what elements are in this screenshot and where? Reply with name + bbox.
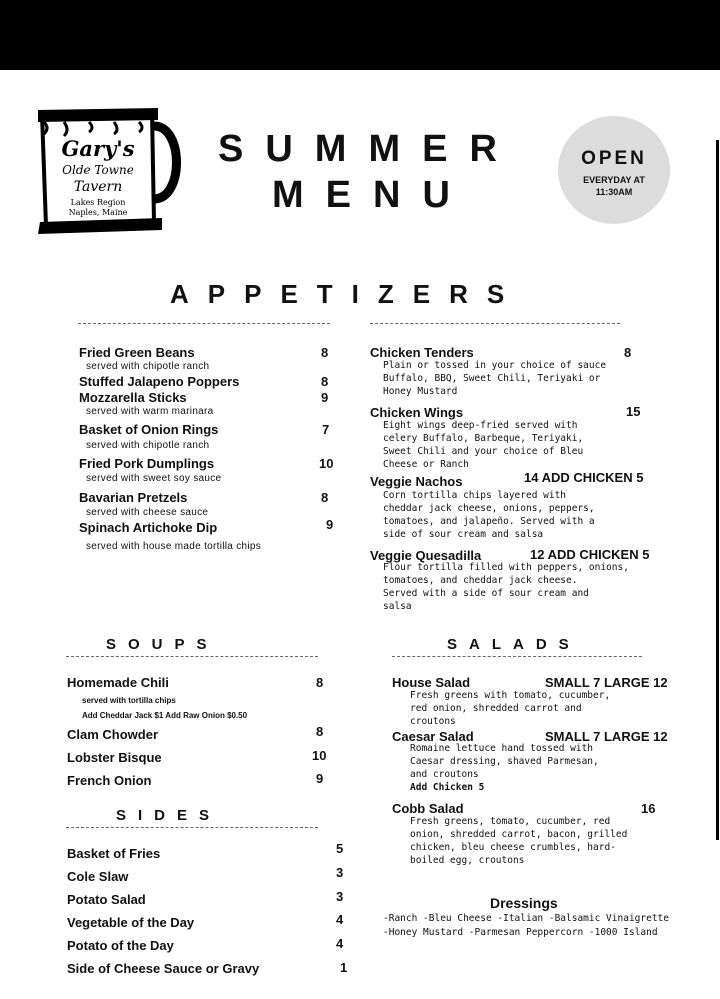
right-edge-bar (716, 140, 719, 840)
open-hours-badge (558, 116, 670, 224)
item-fried-green-beans: Fried Green Beans (79, 345, 195, 360)
price-french-onion: 9 (316, 771, 324, 786)
desc-cobb-salad-4: boiled egg, croutons (410, 855, 525, 866)
desc-veggie-quesadilla-4: salsa (383, 601, 412, 612)
desc-chicken-tenders-1: Plain or tossed in your choice of sauce (383, 360, 607, 371)
open-hours-line2: 11:30AM (595, 187, 633, 197)
appetizers-divider-left (78, 323, 330, 324)
price-spinach-artichoke-dip: 9 (326, 517, 334, 532)
price-mozzarella-sticks: 9 (321, 390, 329, 405)
desc-cobb-salad-1: Fresh greens, tomato, cucumber, red (410, 816, 611, 827)
dressings-heading: Dressings (490, 895, 558, 911)
item-lobster-bisque: Lobster Bisque (67, 750, 162, 765)
price-clam-chowder: 8 (316, 724, 324, 739)
desc-veggie-nachos-2: cheddar jack cheese, onions, peppers, (383, 503, 595, 514)
soups-divider (66, 656, 318, 657)
item-veggie-nachos: Veggie Nachos (370, 474, 463, 489)
price-chicken-tenders: 8 (624, 345, 632, 360)
item-potato-of-the-day: Potato of the Day (67, 938, 174, 953)
desc-caesar-salad-1: Romaine lettuce hand tossed with (410, 743, 594, 754)
chili-note-chips: served with tortilla chips (82, 696, 176, 705)
salads-divider (392, 656, 642, 657)
item-mozzarella-sticks: Mozzarella Sticks (79, 390, 187, 405)
item-clam-chowder: Clam Chowder (67, 727, 159, 742)
caesar-add-chicken: Add Chicken 5 (410, 782, 485, 793)
desc-chicken-wings-3: Sweet Chili and your choice of Bleu (383, 446, 584, 457)
price-fried-green-beans: 8 (321, 345, 329, 360)
desc-veggie-nachos-3: tomatoes, and jalapeño. Served with a (383, 516, 595, 527)
logo-line2: Olde Towne (62, 163, 134, 177)
tavern-logo (34, 104, 182, 236)
desc-veggie-nachos-4: side of sour cream and salsa (383, 529, 544, 540)
item-homemade-chili: Homemade Chili (67, 675, 169, 690)
price-veggie-nachos: 14 ADD CHICKEN 5 (524, 470, 644, 485)
item-side-of-cheese-sauce-or-gravy: Side of Cheese Sauce or Gravy (67, 961, 260, 976)
item-chicken-tenders: Chicken Tenders (370, 345, 474, 360)
item-cole-slaw: Cole Slaw (67, 869, 129, 884)
open-label: OPEN (581, 148, 647, 169)
price-lobster-bisque: 10 (312, 748, 327, 763)
desc-fried-green-beans: served with chipotle ranch (86, 361, 210, 372)
top-black-bar (0, 0, 720, 70)
item-potato-salad: Potato Salad (67, 892, 146, 907)
item-spinach-artichoke-dip: Spinach Artichoke Dip (79, 520, 218, 535)
item-stuffed-jalapeno-poppers: Stuffed Jalapeno Poppers (79, 374, 240, 389)
item-chicken-wings: Chicken Wings (370, 405, 464, 420)
desc-mozzarella-sticks: served with warm marinara (86, 406, 214, 417)
item-house-salad: House Salad (392, 675, 471, 690)
item-vegetable-of-the-day: Vegetable of the Day (67, 915, 195, 930)
price-basket-of-fries: 5 (336, 841, 344, 856)
chili-note-addons: Add Cheddar Jack $1 Add Raw Onion $0.50 (82, 711, 248, 720)
dressings-line1: -Ranch -Bleu Cheese -Italian -Balsamic Vinaigrette (383, 913, 669, 924)
sides-divider (66, 827, 318, 828)
price-fried-pork-dumplings: 10 (319, 456, 334, 471)
dressings-line2: -Honey Mustard -Parmesan Peppercorn -1000 Island (383, 927, 658, 938)
item-basket-of-onion-rings: Basket of Onion Rings (79, 422, 219, 437)
item-basket-of-fries: Basket of Fries (67, 846, 161, 861)
price-caesar-salad: SMALL 7 LARGE 12 (545, 729, 668, 744)
item-cobb-salad: Cobb Salad (392, 801, 464, 816)
price-house-salad: SMALL 7 LARGE 12 (545, 675, 668, 690)
desc-bavarian-pretzels: served with cheese sauce (86, 507, 209, 518)
price-bavarian-pretzels: 8 (321, 490, 329, 505)
item-french-onion: French Onion (67, 773, 152, 788)
desc-spinach-artichoke-dip: served with house made tortilla chips (86, 541, 262, 552)
price-basket-of-onion-rings: 7 (322, 422, 330, 437)
desc-house-salad-1: Fresh greens with tomato, cucumber, (410, 690, 611, 701)
desc-house-salad-2: red onion, shredded carrot and (410, 703, 582, 714)
price-veggie-quesadilla: 12 ADD CHICKEN 5 (530, 547, 650, 562)
menu-title-line1: SUMMER (218, 128, 519, 170)
price-homemade-chili: 8 (316, 675, 324, 690)
desc-veggie-quesadilla-3: Served with a side of sour cream and (383, 588, 589, 599)
sides-heading: SIDES (116, 807, 222, 824)
appetizers-divider-right (370, 323, 620, 324)
price-cole-slaw: 3 (336, 865, 344, 880)
desc-veggie-nachos-1: Corn tortilla chips layered with (383, 490, 567, 501)
price-potato-salad: 3 (336, 889, 344, 904)
item-veggie-quesadilla: Veggie Quesadilla (370, 548, 482, 563)
soups-heading: SOUPS (106, 636, 219, 653)
price-vegetable-of-the-day: 4 (336, 912, 344, 927)
item-caesar-salad: Caesar Salad (392, 729, 474, 744)
desc-cobb-salad-2: onion, shredded carrot, bacon, grilled (410, 829, 628, 840)
price-side-of-cheese-sauce-or-gravy: 1 (340, 960, 348, 975)
desc-caesar-salad-2: Caesar dressing, shaved Parmesan, (410, 756, 599, 767)
price-cobb-salad: 16 (641, 801, 656, 816)
salads-heading: SALADS (447, 636, 581, 653)
desc-veggie-quesadilla-1: Flour tortilla filled with peppers, onions, (383, 562, 629, 573)
logo-line3: Tavern (73, 179, 123, 195)
price-stuffed-jalapeno-poppers: 8 (321, 374, 329, 389)
price-chicken-wings: 15 (626, 404, 641, 419)
desc-cobb-salad-3: chicken, bleu cheese crumbles, hard- (410, 842, 616, 853)
logo-line5: Naples, Maine (68, 208, 128, 217)
item-fried-pork-dumplings: Fried Pork Dumplings (79, 456, 215, 471)
appetizers-heading: APPETIZERS (170, 279, 524, 309)
desc-caesar-salad-3: and croutons (410, 769, 479, 780)
desc-veggie-quesadilla-2: tomatoes, and cheddar jack cheese. (383, 575, 578, 586)
desc-chicken-wings-4: Cheese or Ranch (383, 459, 469, 470)
desc-chicken-wings-2: celery Buffalo, Barbeque, Teriyaki, (383, 433, 584, 444)
price-potato-of-the-day: 4 (336, 936, 344, 951)
desc-house-salad-3: croutons (410, 716, 456, 727)
open-hours-line1: EVERYDAY AT (583, 175, 645, 185)
desc-fried-pork-dumplings: served with sweet soy sauce (86, 473, 222, 484)
item-bavarian-pretzels: Bavarian Pretzels (79, 490, 188, 505)
desc-chicken-tenders-3: Honey Mustard (383, 386, 458, 397)
mug-logo-icon (34, 104, 182, 236)
desc-chicken-wings-1: Eight wings deep-fried served with (383, 420, 578, 431)
desc-chicken-tenders-2: Buffalo, BBQ, Sweet Chili, Teriyaki or (383, 373, 601, 384)
menu-title-line2: MENU (272, 174, 472, 216)
logo-name: Gary's (61, 136, 135, 161)
logo-line4: Lakes Region (70, 198, 126, 207)
desc-basket-of-onion-rings: served with chipotle ranch (86, 440, 210, 451)
